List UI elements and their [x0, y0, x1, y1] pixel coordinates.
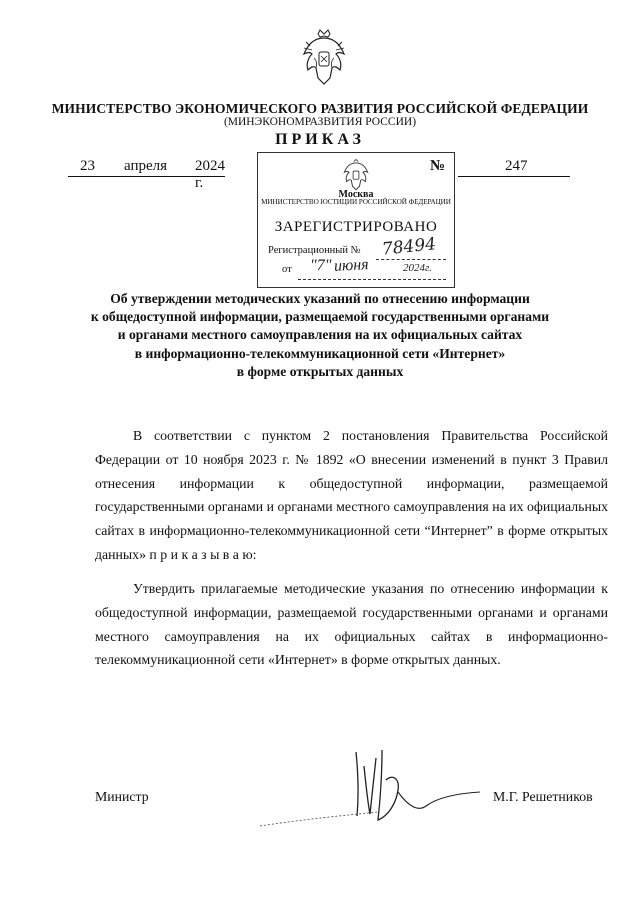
- document-title: [40, 290, 600, 381]
- date-year: 2024 г.: [195, 158, 225, 191]
- title-line: в форме открытых данных: [236, 363, 404, 379]
- document-type: ПРИКАЗ: [275, 131, 365, 148]
- ministry-short-name: (МИНЭКОНОМРАЗВИТИЯ РОССИИ): [223, 116, 417, 128]
- registration-stamp: [257, 152, 455, 288]
- document-date: [68, 158, 233, 191]
- stamp-registration-number-label: Регистрационный №: [268, 245, 361, 256]
- stamp-date-month: июня: [333, 256, 370, 275]
- state-emblem-icon: [300, 28, 348, 86]
- number-underline: [458, 176, 570, 177]
- date-underline: [68, 176, 225, 177]
- title-line: Об утверждении методических указаний по отнесению информации: [110, 291, 530, 306]
- stamp-number-underline: [376, 259, 446, 260]
- stamp-organization: МИНИСТЕРСТВО ЮСТИЦИИ РОССИЙСКОЙ ФЕДЕРАЦИИ: [261, 198, 451, 206]
- ministry-name: МИНИСТЕРСТВО ЭКОНОМИЧЕСКОГО РАЗВИТИЯ РОССИЙСКОЙ ФЕДЕРАЦИИ: [51, 101, 589, 116]
- stamp-date-label: от: [282, 264, 292, 275]
- paragraph-text: В соответствии с пунктом 2 постановления Правительства Российской Федерации от 10 ноября 2023 г. № 1892 «О внесении изменений в пункт 3 Правил отнесения информации к общедоступной информации, размещаемой государственными органами и органами местного самоуправления на их официальных сайтах в информационно-телекоммуникационной сети “Интернет” в форме открытых данных» п р и к а з ы в а ю:: [95, 428, 608, 562]
- number-sign: №: [430, 158, 446, 174]
- title-line: в информационно-телекоммуникационной сети «Интернет»: [134, 345, 506, 361]
- document-number: 247: [505, 158, 528, 174]
- signer-position: Министр: [95, 789, 149, 804]
- signer-name: М.Г. Решетников: [493, 789, 593, 804]
- date-day: 23: [80, 158, 95, 174]
- stamp-date-underline: [298, 279, 446, 280]
- body-paragraph: [95, 424, 608, 567]
- paragraph-text: Утвердить прилагаемые методические указания по отнесению информации к общедоступной информации, размещаемой государственными органами и органами местного самоуправления на их официальных сайтах в информационно-телекоммуникационной сети «Интернет» в форме открытых данных.: [95, 581, 608, 668]
- handwritten-signature: [258, 746, 488, 836]
- stamp-registered-label: ЗАРЕГИСТРИРОВАНО: [274, 219, 438, 235]
- date-month: апреля: [124, 158, 168, 174]
- stamp-registration-number: 78494: [381, 234, 437, 260]
- stamp-date-year: 2024г.: [403, 262, 432, 274]
- title-line: и органами местного самоуправления на их официальных сайтах: [117, 327, 523, 343]
- stamp-date-day: "7": [310, 257, 332, 274]
- title-line: к общедоступной информации, размещаемой государственными органами: [90, 309, 550, 325]
- stamp-city: Москва: [338, 189, 374, 200]
- stamp-emblem-icon: [342, 157, 370, 191]
- body-paragraph: [95, 577, 608, 672]
